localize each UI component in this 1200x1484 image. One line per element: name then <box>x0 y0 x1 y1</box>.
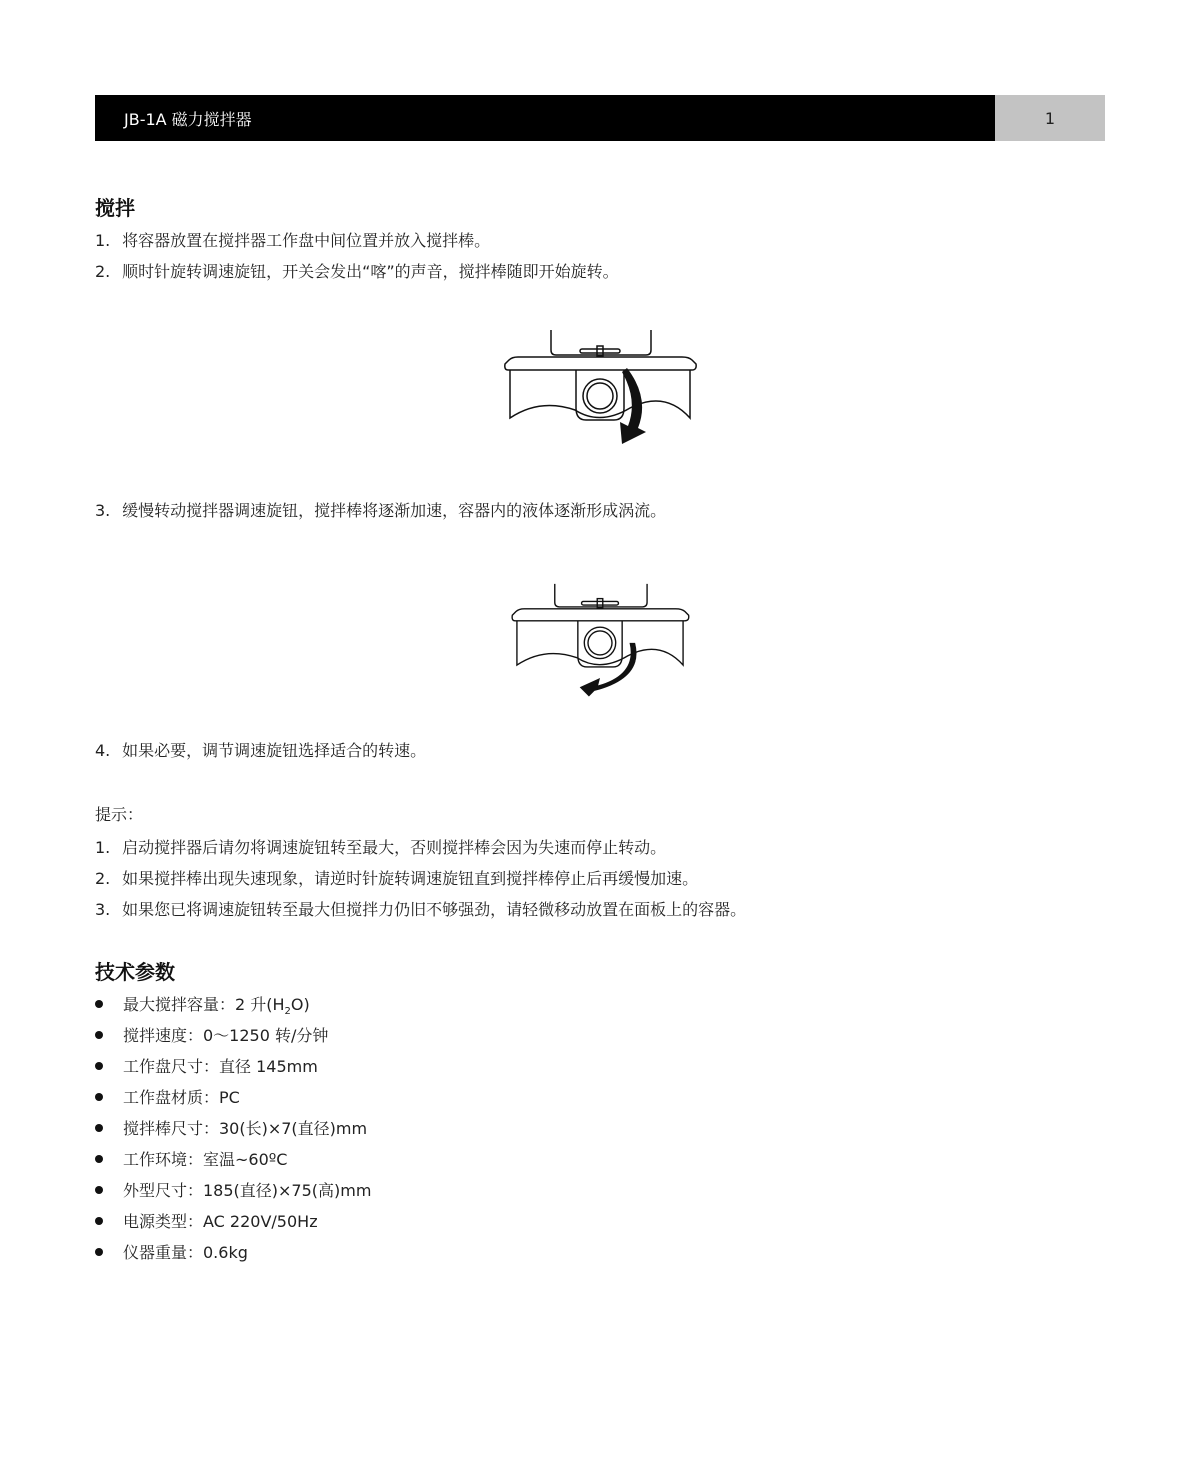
bullet-dot <box>95 1217 103 1225</box>
header-title: JB-1A 磁力搅拌器 <box>95 95 995 141</box>
knob-speed-up-illustration <box>500 582 700 702</box>
tips-label: 提示： <box>95 805 144 824</box>
bullet-dot <box>95 1093 103 1101</box>
bullet-dot <box>95 1062 103 1070</box>
spec-item <box>95 1178 371 1201</box>
step-text: 顺时针旋转调速旋钮，开关会发出“喀”的声音，搅拌棒随即开始旋转。 <box>122 262 619 281</box>
spec-text: 外型尺寸：185(直径)×75(高)mm <box>123 1181 372 1200</box>
spec-item <box>95 1054 318 1077</box>
spec-text: 工作环境：室温~60ºC <box>123 1150 288 1169</box>
spec-text: 搅拌棒尺寸：30(长)×7(直径)mm <box>123 1119 368 1138</box>
step-number: 4. <box>95 741 111 760</box>
stir-step-2 <box>95 259 619 282</box>
spec-text: 搅拌速度：0～1250 转/分钟 <box>123 1026 329 1045</box>
page-header <box>95 95 1105 141</box>
spec-item <box>95 1085 240 1108</box>
stir-step-1 <box>95 228 490 251</box>
spec-text-suffix: O) <box>290 995 310 1014</box>
bullet-dot <box>95 1248 103 1256</box>
bullet-dot <box>95 1186 103 1194</box>
tip-text: 如果搅拌棒出现失速现象，请逆时针旋转调速旋钮直到搅拌棒停止后再缓慢加速。 <box>122 869 699 888</box>
bullet-dot <box>95 1155 103 1163</box>
spec-item-capacity <box>95 992 310 1017</box>
spec-text-subscript: 2 <box>284 1006 291 1018</box>
tip-number: 3. <box>95 900 111 919</box>
bullet-dot <box>95 1031 103 1039</box>
spec-text: 电源类型：AC 220V/50Hz <box>123 1212 318 1231</box>
spec-item <box>95 1147 287 1170</box>
tip-number: 2. <box>95 869 111 888</box>
tip-text: 启动搅拌器后请勿将调速旋钮转至最大，否则搅拌棒会因为失速而停止转动。 <box>122 838 667 857</box>
stir-step-4 <box>95 738 426 761</box>
tip-number: 1. <box>95 838 111 857</box>
stir-section-title: 搅拌 <box>95 196 135 220</box>
spec-text: 工作盘尺寸：直径 145mm <box>123 1057 318 1076</box>
tip-text: 如果您已将调速旋钮转至最大但搅拌力仍旧不够强劲，请轻微移动放置在面板上的容器。 <box>122 900 747 919</box>
page-number: 1 <box>995 95 1105 141</box>
step-number: 1. <box>95 231 111 250</box>
bullet-dot <box>95 1124 103 1132</box>
step-text: 将容器放置在搅拌器工作盘中间位置并放入搅拌棒。 <box>122 231 491 250</box>
step-number: 3. <box>95 501 111 520</box>
spec-item <box>95 1240 248 1263</box>
bullet-dot <box>95 1000 103 1008</box>
step-text: 如果必要，调节调速旋钮选择适合的转速。 <box>122 741 427 760</box>
spec-item <box>95 1023 328 1046</box>
spec-item <box>95 1116 367 1139</box>
spec-text: 工作盘材质：PC <box>123 1088 240 1107</box>
specs-section-title: 技术参数 <box>95 960 175 984</box>
spec-text: 仪器重量：0.6kg <box>123 1243 248 1262</box>
spec-item <box>95 1209 318 1232</box>
knob-clockwise-illustration <box>500 328 700 448</box>
stir-step-3 <box>95 498 666 521</box>
tip-item-2 <box>95 866 698 889</box>
step-text: 缓慢转动搅拌器调速旋钮，搅拌棒将逐渐加速，容器内的液体逐渐形成涡流。 <box>122 501 667 520</box>
tip-item-1 <box>95 835 666 858</box>
step-number: 2. <box>95 262 111 281</box>
tip-item-3 <box>95 897 746 920</box>
spec-text-prefix: 最大搅拌容量：2 升(H <box>123 995 285 1014</box>
